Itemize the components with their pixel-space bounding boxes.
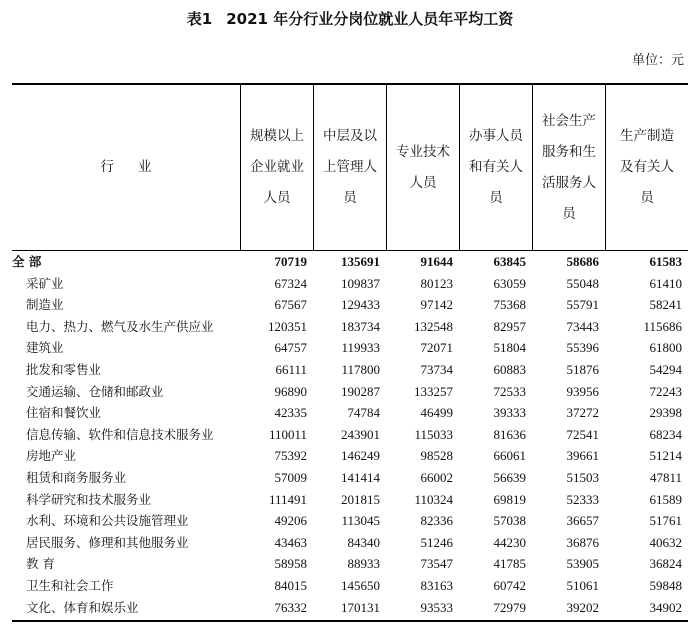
cell-value: 72243	[649, 383, 682, 399]
table-title-text: 2021 年分行业分岗位就业人员年平均工资	[226, 10, 514, 28]
cell-value: 66111	[275, 361, 307, 377]
cell-value: 88933	[347, 556, 380, 572]
table-row-total	[12, 251, 688, 273]
cell-value: 96890	[274, 383, 307, 399]
row-industry: 制造业	[26, 297, 64, 313]
cell-value: 54294	[649, 361, 682, 377]
cell-value: 51061	[566, 577, 599, 593]
table-body	[12, 251, 688, 618]
cell-value: 61583	[649, 254, 682, 269]
table-row	[12, 273, 688, 295]
table-row	[12, 575, 688, 597]
cell-value: 55396	[566, 340, 599, 356]
row-industry: 建筑业	[26, 340, 64, 356]
cell-value: 67567	[274, 297, 307, 313]
cell-value: 47811	[649, 469, 682, 485]
row-industry: 住宿和餐饮业	[26, 405, 102, 421]
row-industry: 卫生和社会工作	[26, 577, 114, 593]
cell-value: 58958	[274, 556, 307, 572]
cell-value: 183734	[341, 318, 380, 334]
cell-value: 113045	[341, 513, 380, 529]
cell-value: 109837	[341, 275, 380, 291]
header-col-1	[240, 85, 313, 250]
table-number: 表1	[186, 10, 213, 28]
cell-value: 39333	[493, 405, 526, 421]
cell-value: 51214	[649, 448, 682, 464]
header-col-label: 规模以上企业就业人员	[250, 128, 304, 206]
cell-value: 58241	[649, 297, 682, 313]
row-industry: 居民服务、修理和其他服务业	[26, 534, 189, 550]
table-row	[12, 445, 688, 467]
cell-value: 36824	[649, 556, 682, 572]
cell-value: 110324	[414, 491, 453, 507]
row-industry: 交通运输、仓储和邮政业	[26, 383, 164, 399]
cell-value: 115686	[643, 318, 682, 334]
cell-value: 42335	[274, 405, 307, 421]
cell-value: 37272	[566, 405, 599, 421]
cell-value: 170131	[341, 599, 380, 615]
row-industry: 教 育	[26, 556, 55, 572]
cell-value: 135691	[341, 254, 380, 269]
cell-value: 40632	[649, 534, 682, 550]
table-title	[0, 8, 700, 30]
cell-value: 146249	[341, 448, 380, 464]
cell-value: 51804	[493, 340, 526, 356]
cell-value: 41785	[493, 556, 526, 572]
cell-value: 141414	[341, 469, 380, 485]
cell-value: 120351	[268, 318, 307, 334]
table-rows	[12, 273, 688, 619]
cell-value: 117800	[341, 361, 380, 377]
cell-value: 93533	[420, 599, 453, 615]
header-industry	[12, 85, 240, 250]
row-industry: 电力、热力、燃气及水生产供应业	[26, 318, 214, 334]
cell-value: 44230	[493, 534, 526, 550]
cell-value: 49206	[274, 513, 307, 529]
table-row	[12, 553, 688, 575]
cell-value: 81636	[493, 426, 526, 442]
cell-value: 75392	[274, 448, 307, 464]
cell-value: 82957	[493, 318, 526, 334]
cell-value: 72541	[566, 426, 599, 442]
row-industry: 租赁和商务服务业	[26, 469, 127, 485]
table-row	[12, 510, 688, 532]
row-industry: 信息传输、软件和信息技术服务业	[26, 426, 214, 442]
cell-value: 119933	[341, 340, 380, 356]
cell-value: 68234	[649, 426, 682, 442]
header-col-label: 生产制造及有关人员	[620, 128, 674, 206]
cell-value: 56639	[493, 469, 526, 485]
table-row	[12, 402, 688, 424]
row-industry: 采矿业	[26, 275, 64, 291]
cell-value: 82336	[420, 513, 453, 529]
cell-value: 64757	[274, 340, 307, 356]
cell-value: 93956	[566, 383, 599, 399]
table-row	[12, 424, 688, 446]
cell-value: 36657	[566, 513, 599, 529]
table-row	[12, 489, 688, 511]
table-row	[12, 337, 688, 359]
cell-value: 57009	[274, 469, 307, 485]
cell-value: 51246	[420, 534, 453, 550]
cell-value: 72071	[420, 340, 453, 356]
cell-value: 51761	[649, 513, 682, 529]
cell-value: 59848	[649, 577, 682, 593]
cell-value: 52333	[566, 491, 599, 507]
table-row	[12, 316, 688, 338]
header-col-4	[459, 85, 532, 250]
cell-value: 46499	[420, 405, 453, 421]
cell-value: 60883	[493, 361, 526, 377]
cell-value: 73734	[420, 361, 453, 377]
header-col-label: 办事人员和有关人员	[469, 128, 523, 206]
cell-value: 111491	[268, 491, 307, 507]
table-row	[12, 359, 688, 381]
header-col-label: 专业技术人员	[396, 143, 450, 191]
cell-value: 63845	[493, 254, 526, 269]
cell-value: 34902	[649, 599, 682, 615]
header-industry-label: 行业	[100, 159, 176, 175]
cell-value: 74784	[347, 405, 380, 421]
cell-value: 61410	[649, 275, 682, 291]
cell-value: 72979	[493, 599, 526, 615]
cell-value: 73547	[420, 556, 453, 572]
header-col-3	[386, 85, 459, 250]
cell-value: 80123	[420, 275, 453, 291]
cell-value: 51503	[566, 469, 599, 485]
cell-value: 132548	[414, 318, 453, 334]
cell-value: 129433	[341, 297, 380, 313]
cell-value: 70719	[274, 254, 307, 269]
cell-value: 84340	[347, 534, 380, 550]
cell-value: 110011	[268, 426, 307, 442]
header-col-6	[605, 85, 688, 250]
cell-value: 69819	[493, 491, 526, 507]
cell-value: 97142	[420, 297, 453, 313]
cell-value: 72533	[493, 383, 526, 399]
cell-value: 36876	[566, 534, 599, 550]
cell-value: 63059	[493, 275, 526, 291]
table-header	[12, 85, 688, 250]
header-col-5	[532, 85, 605, 250]
cell-value: 145650	[341, 577, 380, 593]
cell-value: 55048	[566, 275, 599, 291]
cell-value: 83163	[420, 577, 453, 593]
cell-value: 53905	[566, 556, 599, 572]
header-col-2	[313, 85, 386, 250]
cell-value: 115033	[414, 426, 453, 442]
header-col-label: 中层及以上管理人员	[323, 128, 377, 206]
cell-value: 39202	[566, 599, 599, 615]
cell-value: 43463	[274, 534, 307, 550]
cell-value: 190287	[341, 383, 380, 399]
cell-value: 51876	[566, 361, 599, 377]
table-bottom-rule	[12, 620, 688, 622]
row-industry: 房地产业	[26, 448, 77, 464]
cell-value: 243901	[341, 426, 380, 442]
row-industry: 批发和零售业	[26, 361, 102, 377]
cell-value: 201815	[341, 491, 380, 507]
cell-value: 29398	[649, 405, 682, 421]
table-row	[12, 597, 688, 619]
cell-value: 133257	[414, 383, 453, 399]
row-industry: 文化、体育和娱乐业	[26, 599, 139, 615]
table-row	[12, 381, 688, 403]
cell-value: 67324	[274, 275, 307, 291]
cell-value: 61589	[649, 491, 682, 507]
cell-value: 57038	[493, 513, 526, 529]
cell-value: 75368	[493, 297, 526, 313]
row-industry: 科学研究和技术服务业	[26, 491, 152, 507]
cell-value: 60742	[493, 577, 526, 593]
unit-label: 单位：元	[631, 53, 684, 68]
cell-value: 58686	[566, 254, 599, 269]
cell-value: 61800	[649, 340, 682, 356]
table-row	[12, 294, 688, 316]
table-row	[12, 467, 688, 489]
cell-value: 55791	[566, 297, 599, 313]
header-col-label: 社会生产服务和生活服务人员	[542, 112, 596, 222]
cell-value: 66061	[493, 448, 526, 464]
cell-value: 91644	[420, 254, 453, 269]
cell-value: 76332	[274, 599, 307, 615]
table-row	[12, 532, 688, 554]
cell-value: 84015	[274, 577, 307, 593]
row-industry: 全 部	[12, 254, 42, 269]
cell-value: 66002	[420, 469, 453, 485]
cell-value: 98528	[420, 448, 453, 464]
cell-value: 73443	[566, 318, 599, 334]
row-industry: 水利、环境和公共设施管理业	[26, 513, 189, 529]
cell-value: 39661	[566, 448, 599, 464]
